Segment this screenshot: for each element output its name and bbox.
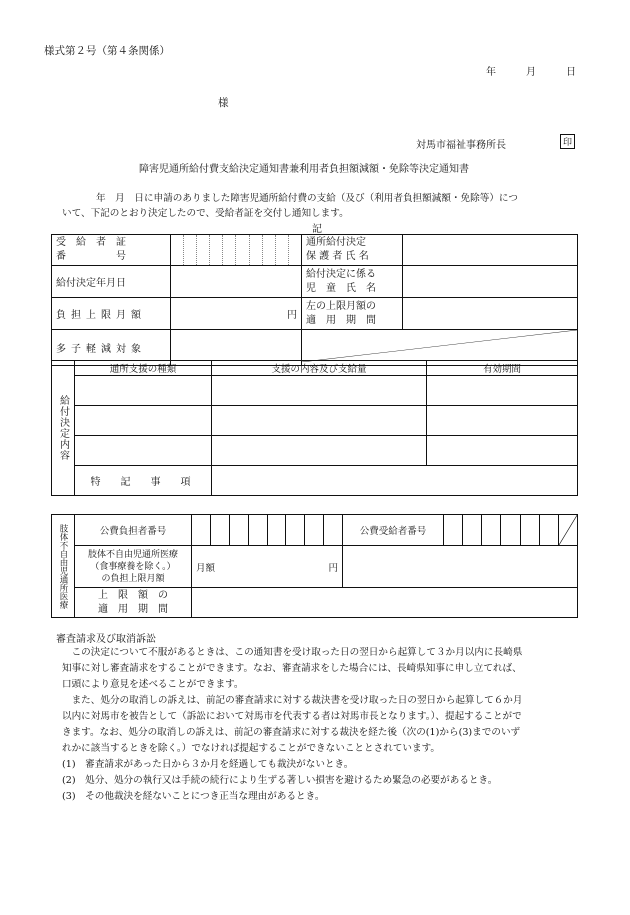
seal-mark: 印 bbox=[560, 134, 575, 149]
decision-date-field[interactable] bbox=[171, 266, 302, 298]
decision-table bbox=[51, 234, 578, 366]
recipient-number-field[interactable] bbox=[171, 235, 302, 266]
appeal-items bbox=[62, 757, 578, 805]
col-service-content: 支援の内容及び支給量 bbox=[212, 361, 427, 376]
recipient-public-number-label: 公費受給者番号 bbox=[343, 515, 444, 546]
intro-line-1: 年 月 日に申請のありました障害児通所給付費の支給（及び（利用者負担額減額・免除等）につ bbox=[96, 193, 518, 204]
service-content-cell[interactable] bbox=[212, 376, 427, 406]
content-vertical-label: 給付決定内容 bbox=[52, 361, 75, 496]
yen-unit: 円 bbox=[328, 562, 338, 574]
limit-period-label: 左の上限月額の 適 用 期 間 bbox=[302, 298, 403, 330]
service-type-cell[interactable] bbox=[75, 436, 212, 466]
child-name-label: 給付決定に係る 児 童 氏 名 bbox=[302, 266, 403, 298]
appeal-item-1: (1) 審査請求があった日から３か月を経過しても裁決がないとき。 bbox=[62, 759, 354, 770]
service-type-cell[interactable] bbox=[75, 376, 212, 406]
appeal-paragraph-1: この決定について不服があるときは、この通知書を受け取った日の翌日から起算して３か月以内に長崎県 知事に対し審査請求をすることができます。なお、審査請求をした場合には、長崎県知事に申し立てれば、 口頭により意見を述べることができます。 bbox=[62, 647, 523, 690]
recipient-number-label: 受 給 者 証 番 号 bbox=[52, 235, 171, 266]
valid-period-cell[interactable] bbox=[427, 436, 578, 466]
monthly-label: 月額 bbox=[196, 562, 216, 574]
medical-limit-label: 肢体不自由児通所医療 （食事療養を除く。） の負担上限月額 bbox=[75, 546, 192, 588]
recipient-public-number-field[interactable] bbox=[444, 515, 578, 546]
payer-number-label: 公費負担者番号 bbox=[75, 515, 192, 546]
appeal-item-3: (3) その他裁決を経ないことにつき正当な理由があるとき。 bbox=[62, 791, 325, 802]
appeal-item-2: (2) 処分、処分の執行又は手続の続行により生ずる著しい損害を避けるため緊急の必要があるとき。 bbox=[62, 775, 498, 786]
service-content-cell[interactable] bbox=[212, 406, 427, 436]
diagonal-line bbox=[302, 330, 577, 362]
multi-child-label: 多子軽減対象 bbox=[52, 330, 171, 366]
ki-label: 記 bbox=[312, 224, 322, 235]
guardian-name-field[interactable] bbox=[403, 235, 578, 266]
limit-period-field[interactable] bbox=[403, 298, 578, 330]
service-content-cell[interactable] bbox=[212, 436, 427, 466]
valid-period-cell[interactable] bbox=[427, 406, 578, 436]
medical-limit-field[interactable] bbox=[192, 546, 343, 588]
appeal-paragraph-2: また、処分の取消しの訴えは、前記の審査請求に対する裁決書を受け取った日の翌日から起算して６か月 以内に対馬市を被告として（訴訟において対馬市を代表する者は対馬市長となります。）、提起することがで きます。なお、処分の取消しの訴えは、前記の審査請求に対する裁決を経た後（次の(1)から(3)までのいず れかに該当するときを除く。）でなければ提起することができないこととされています。 bbox=[62, 695, 523, 754]
guardian-name-label: 通所給付決定 保 護 者 氏 名 bbox=[302, 235, 403, 266]
form-label: 様式第２号（第４条関係） bbox=[44, 45, 170, 57]
valid-period-cell[interactable] bbox=[427, 376, 578, 406]
issuer-name: 対馬市福祉事務所長 bbox=[416, 140, 506, 151]
special-notes-label: 特 記 事 項 bbox=[75, 466, 212, 496]
document-title: 障害児通所給付費支給決定通知書兼利用者負担額減額・免除等決定通知書 bbox=[139, 164, 469, 175]
medical-period-label: 上 限 額 の 適 用 期 間 bbox=[75, 588, 192, 618]
payer-number-field[interactable] bbox=[192, 515, 343, 546]
child-name-field[interactable] bbox=[403, 266, 578, 298]
service-type-cell[interactable] bbox=[75, 406, 212, 436]
burden-limit-label: 負担上限月額 bbox=[52, 298, 171, 330]
content-table bbox=[51, 360, 578, 496]
col-service-type: 通所支援の種類 bbox=[75, 361, 212, 376]
yen-unit: 円 bbox=[287, 310, 297, 321]
decision-date-label: 給付決定年月日 bbox=[52, 266, 171, 298]
special-notes-field[interactable] bbox=[212, 466, 578, 496]
medical-vertical-label: 肢体不自由児通所医療 bbox=[52, 515, 75, 618]
appeal-heading: 審査請求及び取消訴訟 bbox=[56, 634, 156, 645]
date-line: 年 月 日 bbox=[486, 67, 576, 78]
medical-table bbox=[51, 514, 578, 618]
diagonal-line bbox=[559, 515, 577, 545]
addressee-suffix: 様 bbox=[218, 97, 229, 109]
burden-limit-field[interactable] bbox=[171, 298, 302, 330]
medical-limit-blank bbox=[343, 546, 578, 588]
col-valid-period: 有効期間 bbox=[427, 361, 578, 376]
medical-period-field[interactable] bbox=[192, 588, 578, 618]
intro-line-2: いて、下記のとおり決定したので、受給者証を交付し通知します。 bbox=[62, 208, 349, 219]
